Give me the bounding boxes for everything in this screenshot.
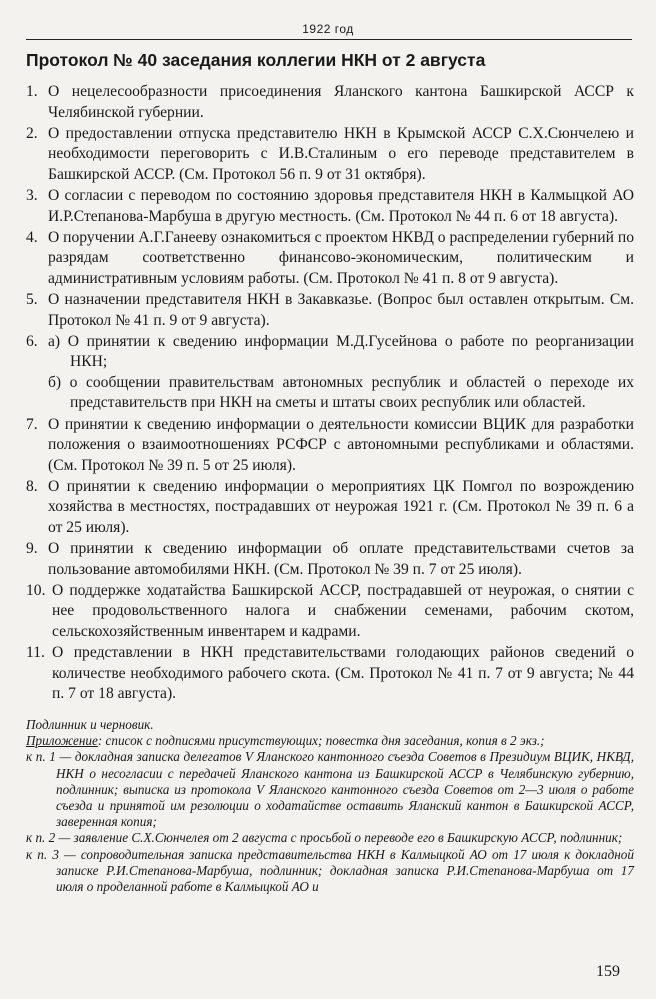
item-text: О принятии к сведению информации о мероприятиях ЦК Помгол по возрождению хозяйства в местностях, пострадавших от неурожая 1921 г. (См. Протокол № 39 п. 6 а от 25 июля). bbox=[48, 477, 634, 536]
agenda-item-5 bbox=[26, 290, 634, 331]
appendix-text: : список с подписями присутствующих; повестка дня заседания, копия в 2 экз.; bbox=[97, 733, 545, 749]
item-number: 8. bbox=[26, 477, 38, 495]
header-rule bbox=[26, 39, 632, 40]
appendix-note bbox=[26, 733, 634, 749]
protocol-title: Протокол № 40 заседания коллегии НКН от 2 августа bbox=[26, 50, 486, 70]
agenda-list bbox=[26, 82, 634, 705]
running-head: 1922 год bbox=[302, 22, 354, 36]
agenda-item-6 bbox=[26, 332, 634, 414]
item-text: О нецелесообразности присоединения Яланского кантона Башкирской АССР к Челябинской губернии. bbox=[48, 83, 634, 121]
item-text: О предоставлении отпуска представителю НКН в Крымской АССР С.Х.Сюнчелею и необходимости переговорить с И.В.Сталиным о его переводе представителем в Башкирской АССР. (См. Протокол 56 п. 9 от 31 октября). bbox=[48, 124, 634, 183]
agenda-item-10 bbox=[26, 581, 634, 643]
archival-notes bbox=[26, 717, 634, 895]
item-text: О согласии с переводом по состоянию здоровья представителя НКН в Калмыцкой АО И.Р.Степанова-Марбуша в другую местность. (См. Протокол № 44 п. 6 от 18 августа). bbox=[48, 186, 634, 225]
attachment-item-1: к п. 1 — докладная записка делегатов V Яланского кантонного съезда Советов в Президиум ВЦИК, НКВД, НКН о несогласии с передачей Яланского кантона из Башкирской АССР в Челябинскую губернию, подлинник; выписка из протокола V Яланского кантонного съезда Советов от 2—3 июля о работе съезда и принятой им резолюции о ходатайстве оставить Яланский кантон в Башкирской АССР, заверенная копия; bbox=[26, 749, 634, 830]
page-number: 159 bbox=[596, 963, 620, 980]
item-text: О принятии к сведению информации об оплате представительствами счетов за пользование автомобилями НКН. (См. Протокол № 39 п. 7 от 25 июля). bbox=[48, 540, 634, 578]
appendix-label: Приложение bbox=[26, 733, 98, 749]
item-number: 1. bbox=[26, 83, 38, 100]
agenda-item-3 bbox=[26, 186, 634, 227]
agenda-item-4 bbox=[26, 228, 634, 290]
item-number: 4. bbox=[26, 228, 38, 246]
source-note: Подлинник и черновик. bbox=[26, 717, 154, 732]
item-text: О поручении А.Г.Ганееву ознакомиться с проектом НКВД о распределении губерний по разрядам соответственно финансово-экономическим, политическим и административным условиям работы. (См. Протокол № 41 п. 8 от 9 августа). bbox=[48, 228, 634, 287]
agenda-item-9 bbox=[26, 539, 634, 580]
item-number: 9. bbox=[26, 540, 38, 558]
item-text: О принятии к сведению информации о деятельности комиссии ВЦИК для разработки положения о взаимоотношениях РСФСР с автономными республиками и областями. (См. Протокол № 39 п. 5 от 25 июля). bbox=[48, 415, 634, 474]
item-text: О назначении представителя НКН в Закавказье. (Вопрос был оставлен открытым. См. Протокол № 41 п. 9 от 9 августа). bbox=[48, 290, 634, 329]
item-text: О поддержке ходатайства Башкирской АССР, пострадавшей от неурожая, о снятии с нее продовольственного налога и снабжении семенами, рабочим скотом, сельскохозяйственным инвентарем и кадрами. bbox=[52, 581, 634, 640]
item-text: О представлении в НКН представительствами голодающих районов сведений о количестве необходимого рабочего скота. (См. Протокол № 41 п. 7 от 9 августа; № 44 п. 7 от 18 августа). bbox=[52, 644, 634, 703]
item-number: 7. bbox=[26, 415, 38, 433]
item-number: 2. bbox=[26, 124, 38, 142]
item-number: 5. bbox=[26, 290, 38, 308]
attachment-item-2: к п. 2 — заявление С.Х.Сюнчелея от 2 августа с просьбой о переводе его в Башкирскую АССР, подлинник; bbox=[26, 830, 623, 846]
item-subpoint-a: а) О принятии к сведению информации М.Д.Гусейнова о работе по реорганизации НКН; bbox=[48, 332, 634, 371]
agenda-item-1 bbox=[26, 82, 634, 123]
attachment-item-3: к п. 3 — сопроводительная записка представительства НКН в Калмыцкой АО от 17 июля к докладной записке Р.И.Степанова-Марбуша, подлинник; докладная записка Р.И.Степанова-Марбуша от 17 июля о проделанной работе в Калмыцкой АО и bbox=[26, 846, 634, 895]
item-number: 11. bbox=[26, 644, 45, 662]
agenda-item-2 bbox=[26, 124, 634, 186]
agenda-item-8 bbox=[26, 477, 634, 539]
item-number: 10. bbox=[26, 581, 46, 599]
item-number: 3. bbox=[26, 186, 38, 204]
agenda-item-11 bbox=[26, 643, 634, 705]
item-subpoint-b: б) о сообщении правительствам автономных республик и областей о переходе их представительств при НКН на сметы и штаты своих республик или областей. bbox=[48, 373, 634, 412]
agenda-item-7 bbox=[26, 415, 634, 477]
item-number: 6. bbox=[26, 332, 38, 350]
